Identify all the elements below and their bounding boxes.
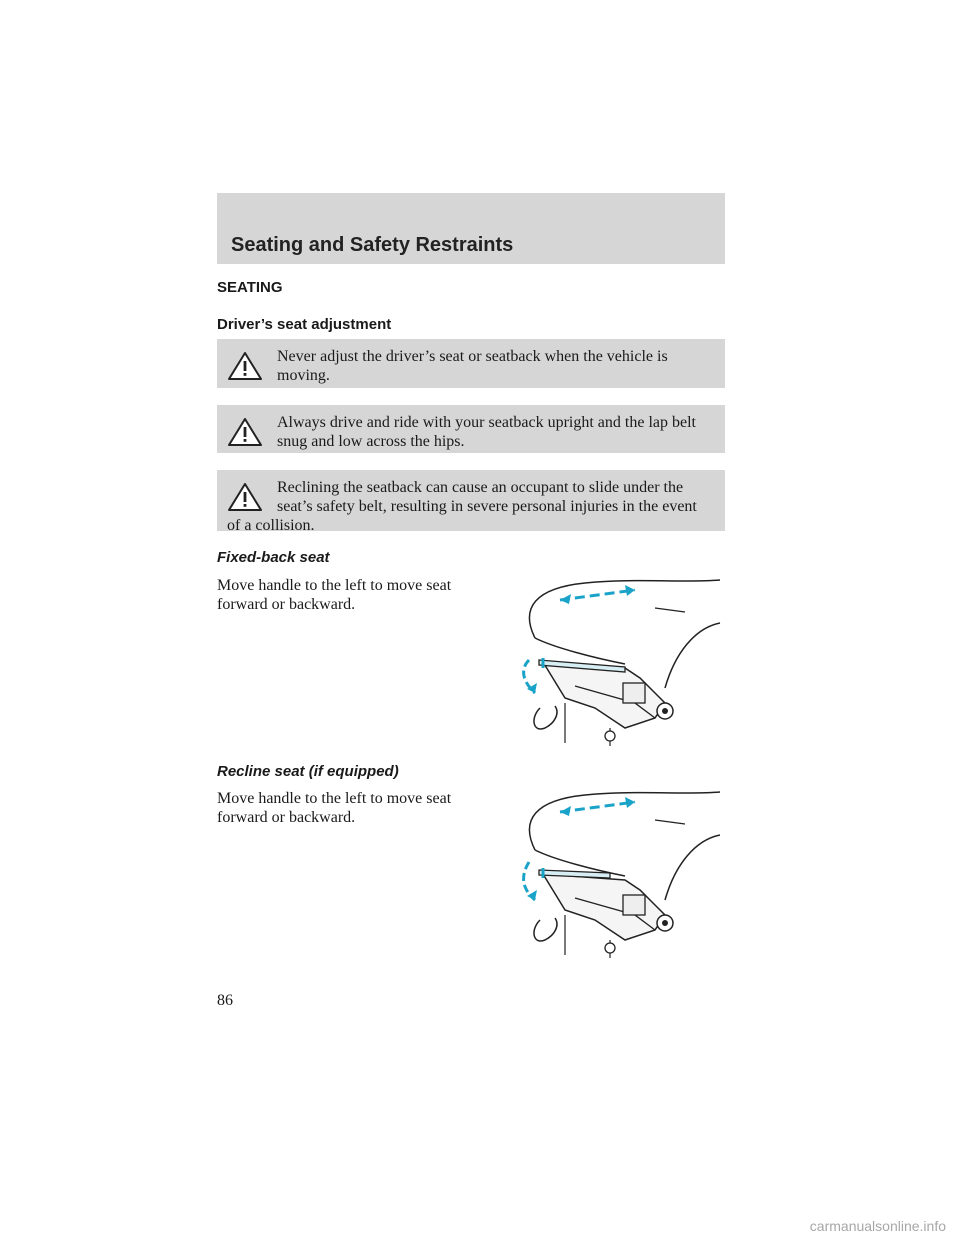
page-number: 86 [217,992,233,1009]
warning-triangle-icon [227,482,263,512]
recline-text: Move handle to the left to move seat forward or backward. [217,790,452,826]
fixed-back-heading: Fixed-back seat [217,549,330,566]
fixed-back-text: Move handle to the left to move seat forward or backward. [217,577,452,613]
warning-text: Always drive and ride with your seatback upright and the lap belt snug and low across the hips. [277,414,696,450]
warning-triangle-icon [227,417,263,447]
sub-heading: Driver’s seat adjustment [217,316,392,333]
warning-text: Reclining the seatback can cause an occupant to slide under the seat’s safety belt, resulting in severe personal injuries in the event of a collision. [227,479,697,534]
warning-box [217,339,725,388]
watermark: carmanualsonline.info [809,1218,946,1234]
recline-heading: Recline seat (if equipped) [217,763,399,780]
section-heading: SEATING [217,279,283,296]
warning-triangle-icon [227,351,263,381]
section-title: Seating and Safety Restraints [231,234,514,256]
section-header-band [217,193,725,264]
warning-box [217,470,725,534]
warning-box [217,405,725,453]
warning-text: Never adjust the driver’s seat or seatback when the vehicle is moving. [277,348,668,384]
recline-seat-illustration [515,780,730,960]
fixed-back-seat-illustration [515,568,730,748]
